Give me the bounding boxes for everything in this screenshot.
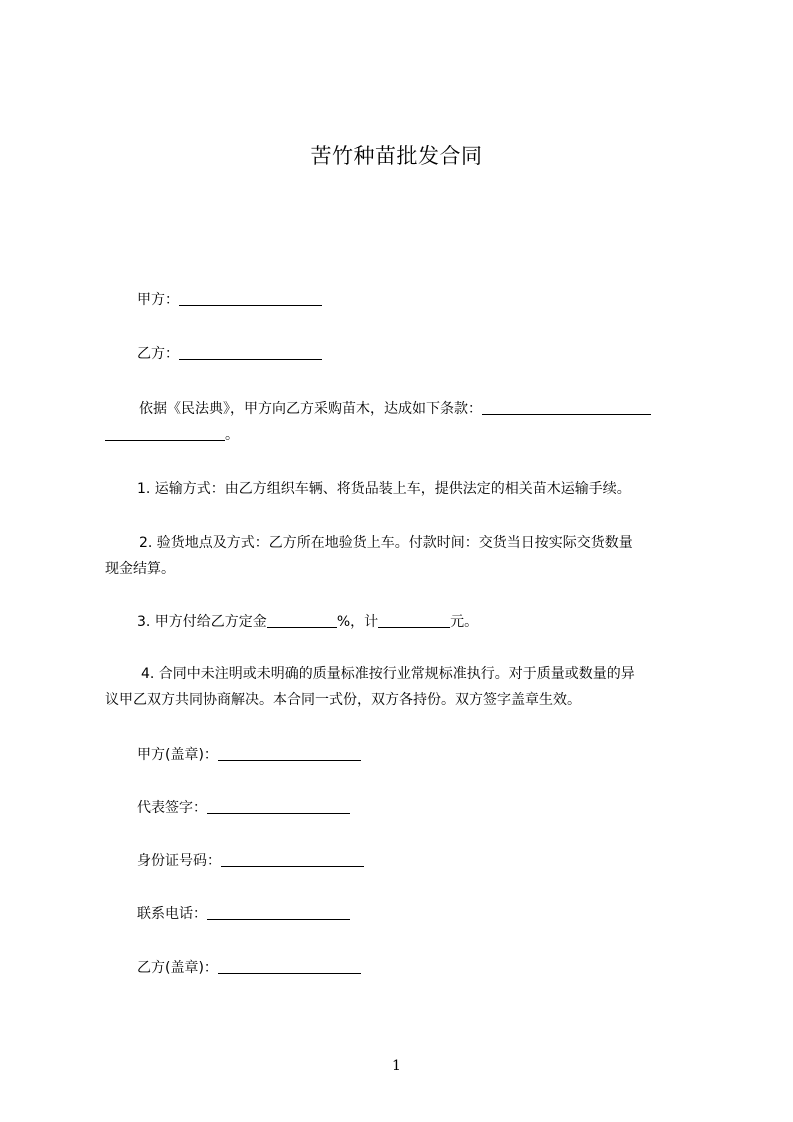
- preamble-line-2: [105, 425, 239, 445]
- clause-3-text-3: 元。: [450, 614, 479, 630]
- clause-2-line-2: 现金结算。: [105, 561, 175, 577]
- preamble-blank-2[interactable]: [105, 426, 225, 441]
- sign-id-number: [137, 851, 364, 871]
- sign-party-a-seal: [137, 745, 361, 765]
- sign-id-number-label: 身份证号码：: [137, 853, 221, 869]
- clause-3: [137, 612, 478, 632]
- sign-party-b-seal-blank[interactable]: [218, 959, 361, 974]
- clause-4-line-1: 4. 合同中未注明或未明确的质量标准按行业常规标准执行。对于质量或数量的异: [141, 666, 635, 682]
- party-a-line: [137, 290, 322, 310]
- clause-2-line-1: 2. 验货地点及方式：乙方所在地验货上车。付款时间：交货当日按实际交货数量: [139, 535, 633, 551]
- party-b-blank[interactable]: [179, 345, 322, 360]
- page-number: 1: [392, 1058, 401, 1074]
- sign-phone-label: 联系电话：: [137, 906, 207, 922]
- document-title: 苦竹种苗批发合同: [310, 144, 483, 168]
- party-a-blank[interactable]: [179, 291, 322, 306]
- sign-representative-blank[interactable]: [207, 799, 350, 814]
- clause-1: 1. 运输方式：由乙方组织车辆、将货品装上车，提供法定的相关苗木运输手续。: [137, 481, 631, 497]
- clause-4-line-2: 议甲乙双方共同协商解决。本合同一式份，双方各持份。双方签字盖章生效。: [105, 692, 581, 708]
- sign-phone: [137, 904, 350, 924]
- deposit-percent-blank[interactable]: [267, 613, 337, 628]
- clause-3-text-2: %，计: [336, 614, 379, 630]
- sign-phone-blank[interactable]: [207, 905, 350, 920]
- sign-party-a-seal-blank[interactable]: [218, 746, 361, 761]
- sign-party-b-seal: [137, 958, 361, 978]
- party-a-label: 甲方：: [137, 292, 179, 308]
- sign-party-a-seal-label: 甲方(盖章)：: [137, 747, 218, 763]
- deposit-amount-blank[interactable]: [378, 613, 450, 628]
- sign-party-b-seal-label: 乙方(盖章)：: [137, 960, 218, 976]
- sign-representative: [137, 798, 350, 818]
- preamble-blank-1[interactable]: [482, 400, 651, 415]
- preamble-line-1: [139, 399, 651, 419]
- party-b-label: 乙方：: [137, 346, 179, 362]
- party-b-line: [137, 344, 322, 364]
- sign-representative-label: 代表签字：: [137, 800, 207, 816]
- sign-id-number-blank[interactable]: [221, 852, 364, 867]
- preamble-text: 依据《民法典》，甲方向乙方采购苗木，达成如下条款：: [139, 401, 482, 417]
- preamble-end: 。: [225, 427, 239, 443]
- clause-3-text-1: 3. 甲方付给乙方定金: [137, 614, 267, 630]
